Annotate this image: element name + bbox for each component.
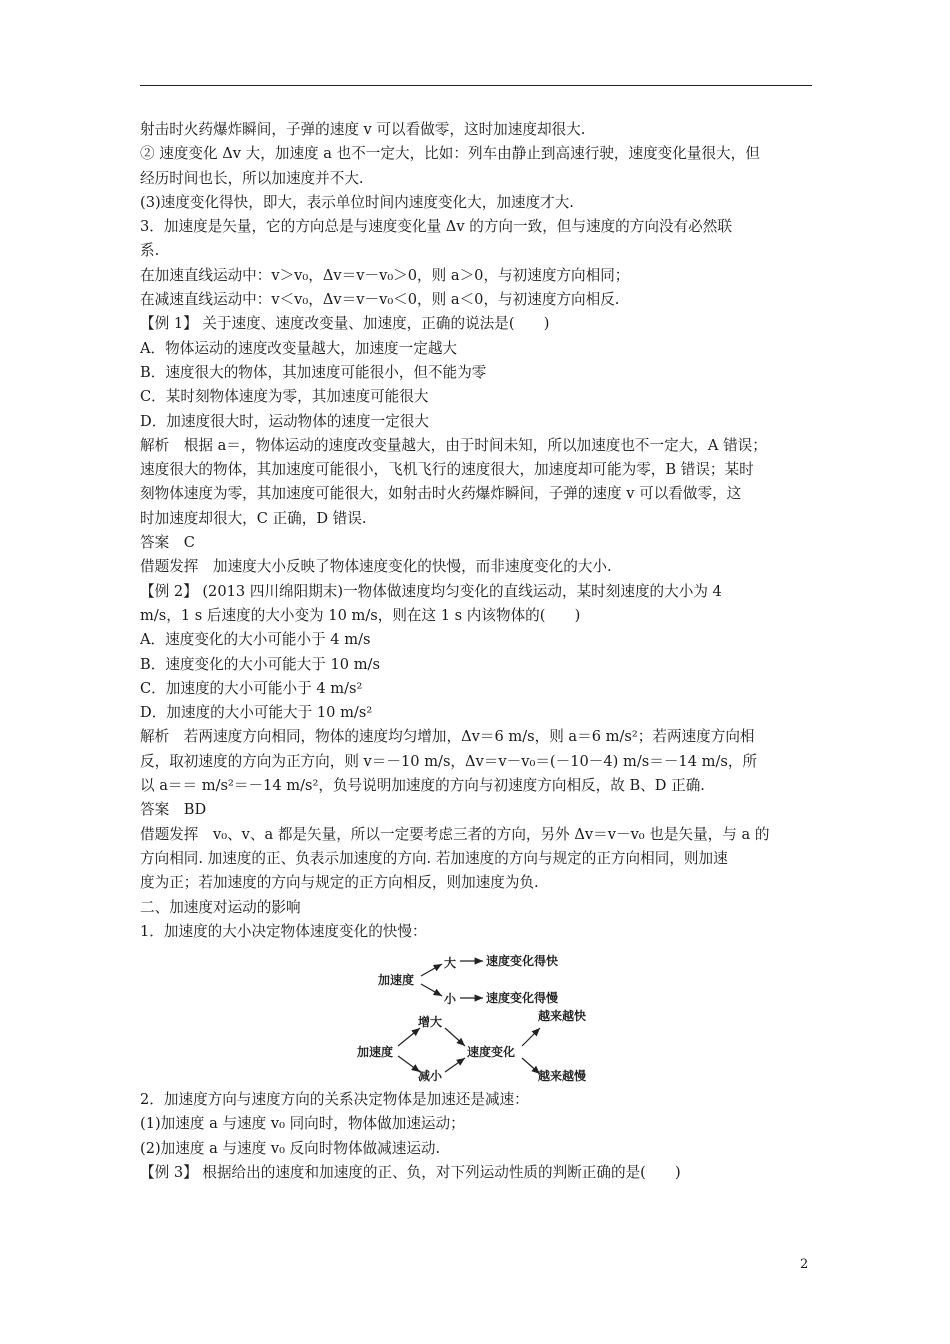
body-line: 借题发挥 加速度大小反映了物体速度变化的快慢，而非速度变化的大小. [140, 558, 612, 576]
body-line: A．速度变化的大小可能小于 4 m/s [140, 631, 371, 649]
body-line: 解析 若两速度方向相同，物体的速度均匀增加，Δv＝6 m/s，则 a＝6 m/s²；若两速度方向相 [140, 728, 755, 746]
body-line: 在加速直线运动中：v＞v₀，Δv＝v－v₀＞0，则 a＞0，与初速度方向相同； [140, 266, 630, 284]
body-line: C．某时刻物体速度为零，其加速度可能很大 [140, 388, 429, 406]
d1-root: 加速度 [378, 973, 415, 988]
body-line: 射击时火药爆炸瞬间，子弹的速度 v 可以看做零，这时加速度却很大. [140, 121, 586, 138]
body-line: ② 速度变化 Δv 大，加速度 a 也不一定大，比如：列车由静止到高速行驶，速度变化量很大，但 [140, 145, 760, 163]
body-line: 在减速直线运动中：v＜v₀，Δv＝v－v₀＜0，则 a＜0，与初速度方向相反. [140, 291, 620, 309]
d1-lower: 小 [444, 992, 457, 1007]
acceleration-diagram [140, 946, 812, 1082]
d1-upper: 大 [444, 956, 457, 971]
document-body [140, 118, 812, 1185]
d2-middle: 速度变化 [467, 1045, 516, 1060]
body-line: m/s，1 s 后速度的大小变为 10 m/s，则在这 1 s 内该物体的( ) [140, 606, 581, 624]
body-line: 2．加速度方向与速度方向的关系决定物体是加速还是减速： [140, 1091, 529, 1109]
body-line: 借题发挥 v₀、v、a 都是矢量，所以一定要考虑三者的方向，另外 Δv＝v－v₀ 也是矢量，与 a 的 [140, 825, 770, 843]
body-line: 【例 2】 (2013 四川绵阳期末)一物体做速度均匀变化的直线运动，某时刻速度的大小为 4 [140, 582, 722, 600]
body-line: (3)速度变化得快，即大，表示单位时间内速度变化大，加速度才大. [140, 193, 574, 211]
header-rule [140, 85, 812, 86]
body-line: 经历时间也长，所以加速度并不大. [140, 169, 364, 187]
body-line: 答案 C [140, 534, 195, 552]
body-line: 反，取初速度的方向为正方向，则 v＝－10 m/s，Δv＝v－v₀＝(－10－4) m/s＝－14 m/s，所 [140, 752, 758, 770]
diagram-svg [140, 946, 812, 1082]
body-line: 【例 1】 关于速度、速度改变量、加速度，正确的说法是( ) [140, 315, 550, 333]
body-line: C．加速度的大小可能小于 4 m/s² [140, 679, 363, 697]
body-line: 时加速度却很大，C 正确，D 错误. [140, 509, 367, 527]
page-number: 2 [800, 1257, 809, 1272]
body-line: B．速度很大的物体，其加速度可能很小，但不能为零 [140, 363, 487, 381]
body-line: A．物体运动的速度改变量越大，加速度一定越大 [140, 339, 458, 357]
body-line: 1．加速度的大小决定物体速度变化的快慢： [140, 922, 427, 940]
body-line: 系. [140, 242, 160, 260]
d2-root: 加速度 [357, 1045, 394, 1060]
d2-upper-result: 越来越快 [538, 1009, 587, 1024]
d1-upper-result: 速度变化得快 [486, 954, 559, 969]
body-line: 3．加速度是矢量，它的方向总是与速度变化量 Δv 的方向一致，但与速度的方向没有必然联 [140, 218, 732, 236]
d2-lower: 减小 [418, 1069, 443, 1083]
body-line: 方向相同. 加速度的正、负表示加速度的方向. 若加速度的方向与规定的正方向相同，则加速 [140, 849, 728, 867]
text-block-top [140, 118, 812, 944]
body-line: B．速度变化的大小可能大于 10 m/s [140, 655, 380, 673]
body-line: 二、加速度对运动的影响 [140, 898, 301, 916]
d1-lower-result: 速度变化得慢 [486, 991, 559, 1006]
text-block-bottom [140, 1088, 812, 1185]
body-line: 刻物体速度为零，其加速度可能很大，如射击时火药爆炸瞬间，子弹的速度 v 可以看做零，这 [140, 485, 742, 503]
body-line: 解析 根据 a＝，物体运动的速度改变量越大，由于时间未知，所以加速度也不一定大，A 错误； [140, 436, 767, 454]
body-line: 【例 3】 根据给出的速度和加速度的正、负，对下列运动性质的判断正确的是( ) [140, 1163, 681, 1181]
body-line: 速度很大的物体，其加速度可能很小，飞机飞行的速度很大，加速度却可能为零，B 错误；某时 [140, 461, 754, 479]
d2-upper: 增大 [418, 1015, 443, 1030]
body-line: (1)加速度 a 与速度 v₀ 同向时，物体做加速运动； [140, 1115, 465, 1133]
body-line: (2)加速度 a 与速度 v₀ 反向时物体做减速运动. [140, 1139, 441, 1157]
d2-lower-result: 越来越慢 [538, 1069, 587, 1083]
body-line: D．加速度的大小可能大于 10 m/s² [140, 704, 373, 722]
body-line: 以 a＝＝ m/s²＝－14 m/s²，负号说明加速度的方向与初速度方向相反，故 B、D 正确. [140, 777, 705, 795]
body-line: 答案 BD [140, 801, 207, 819]
body-line: 度为正；若加速度的方向与规定的正方向相反，则加速度为负. [140, 874, 539, 892]
body-line: D．加速度很大时，运动物体的速度一定很大 [140, 412, 429, 430]
